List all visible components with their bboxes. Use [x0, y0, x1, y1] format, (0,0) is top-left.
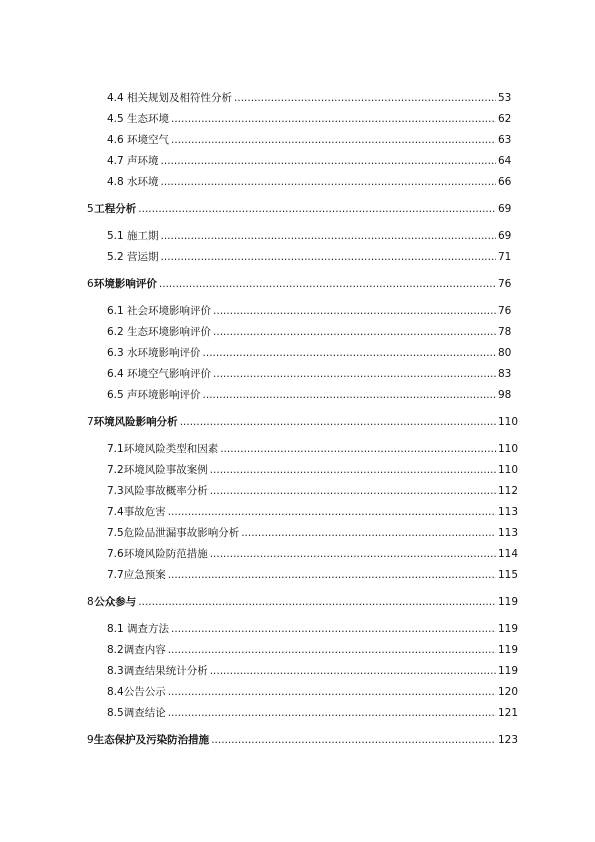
toc-page-number: 53	[498, 92, 512, 104]
toc-entry[interactable]	[107, 133, 510, 147]
toc-page-number: 69	[498, 203, 512, 215]
toc-leader-dots	[161, 154, 496, 168]
toc-page-number: 119	[498, 644, 519, 656]
toc-leader-dots	[161, 250, 496, 264]
toc-entry-title: 8.4公告公示	[107, 686, 166, 698]
toc-entry[interactable]	[107, 91, 510, 105]
toc-entry-title: 7.2环境风险事故案例	[107, 464, 208, 476]
toc-entry[interactable]	[107, 547, 519, 561]
toc-page-number: 80	[498, 347, 512, 359]
toc-entry-title: 4.7 声环境	[107, 155, 159, 167]
toc-entry-title: 6.1 社会环境影响评价	[107, 305, 212, 317]
toc-page-number: 119	[498, 596, 519, 608]
toc-page-number: 76	[498, 305, 512, 317]
toc-chapter-entry[interactable]	[87, 595, 519, 609]
toc-entry-title: 6.3 水环境影响评价	[107, 347, 201, 359]
toc-entry[interactable]	[107, 442, 519, 456]
toc-chapter-title: 环境风险影响分析	[93, 416, 178, 428]
toc-leader-dots	[161, 175, 496, 189]
toc-page-number: 123	[498, 734, 519, 746]
toc-page-number: 119	[498, 623, 519, 635]
toc-page-number: 110	[498, 464, 519, 476]
toc-entry[interactable]	[107, 526, 519, 540]
toc-page-number: 113	[498, 506, 519, 518]
toc-leader-dots	[203, 388, 496, 402]
toc-entry-title: 5.2 营运期	[107, 251, 159, 263]
toc-leader-dots	[210, 484, 496, 498]
toc-page-number: 110	[498, 443, 519, 455]
toc-page-number: 69	[498, 230, 512, 242]
toc-page-number: 83	[498, 368, 512, 380]
toc-leader-dots	[168, 685, 496, 699]
toc-leader-dots	[211, 733, 496, 747]
toc-leader-dots	[213, 304, 496, 318]
toc-entry-title: 7.1环境风险类型和因素	[107, 443, 219, 455]
toc-leader-dots	[138, 202, 496, 216]
toc-page-number: 120	[498, 686, 519, 698]
toc-entry-title: 6.4 环境空气影响评价	[107, 368, 212, 380]
toc-chapter-number: 6	[87, 278, 94, 290]
toc-entry-title: 6.2 生态环境影响评价	[107, 326, 212, 338]
toc-leader-dots	[138, 595, 496, 609]
toc-entry[interactable]	[107, 706, 519, 720]
toc-entry[interactable]	[107, 463, 519, 477]
toc-page-number: 63	[498, 134, 512, 146]
toc-entry-title: 8.2调查内容	[107, 644, 166, 656]
toc-leader-dots	[213, 367, 496, 381]
toc-leader-dots	[180, 415, 496, 429]
toc-entry-title: 7.4事故危害	[107, 506, 166, 518]
toc-chapter-title: 生态保护及污染防治措施	[93, 734, 210, 746]
toc-chapter-title: 环境影响评价	[93, 278, 157, 290]
toc-page-number: 115	[498, 569, 519, 581]
toc-entry-title: 8.5调查结论	[107, 707, 166, 719]
toc-entry-title: 6.5 声环境影响评价	[107, 389, 201, 401]
toc-entry[interactable]	[107, 154, 510, 168]
toc-chapter-number: 7	[87, 416, 94, 428]
toc-leader-dots	[171, 112, 496, 126]
toc-entry-title: 5.1 施工期	[107, 230, 159, 242]
toc-entry[interactable]	[107, 250, 510, 264]
toc-chapter-number: 9	[87, 734, 94, 746]
toc-leader-dots	[171, 133, 496, 147]
toc-entry[interactable]	[107, 622, 519, 636]
toc-entry-title: 8.3调查结果统计分析	[107, 665, 208, 677]
toc-chapter-title: 公众参与	[94, 596, 137, 608]
toc-page-number: 114	[498, 548, 519, 560]
toc-entry-title: 4.4 相关规划及相符性分析	[107, 92, 233, 104]
toc-chapter-number: 5	[87, 203, 94, 215]
toc-leader-dots	[210, 664, 496, 678]
toc-entry[interactable]	[107, 388, 510, 402]
toc-entry[interactable]	[107, 685, 519, 699]
toc-leader-dots	[159, 277, 496, 291]
toc-leader-dots	[210, 463, 496, 477]
toc-page-number: 110	[498, 416, 519, 428]
toc-entry[interactable]	[107, 325, 510, 339]
toc-entry[interactable]	[107, 112, 510, 126]
toc-leader-dots	[234, 91, 496, 105]
toc-entry-title: 7.6环境风险防范措施	[107, 548, 208, 560]
toc-page-number: 112	[498, 485, 519, 497]
toc-entry-title: 4.8 水环境	[107, 176, 159, 188]
toc-page-number: 64	[498, 155, 512, 167]
toc-leader-dots	[220, 442, 496, 456]
toc-entry-title: 7.5危险品泄漏事故影响分析	[107, 527, 240, 539]
toc-leader-dots	[161, 229, 496, 243]
toc-chapter-entry[interactable]	[87, 733, 519, 747]
toc-entry[interactable]	[107, 568, 519, 582]
toc-entry[interactable]	[107, 664, 519, 678]
toc-entry[interactable]	[107, 346, 510, 360]
toc-leader-dots	[241, 526, 496, 540]
toc-page-number: 76	[498, 278, 512, 290]
toc-chapter-number: 8	[87, 596, 94, 608]
toc-entry[interactable]	[107, 484, 519, 498]
toc-chapter-title: 工程分析	[94, 203, 137, 215]
toc-page-number: 71	[498, 251, 512, 263]
toc-leader-dots	[203, 346, 496, 360]
toc-entry[interactable]	[107, 175, 510, 189]
toc-page-number: 78	[498, 326, 512, 338]
toc-page-number: 66	[498, 176, 512, 188]
toc-entry-title: 4.5 生态环境	[107, 113, 170, 125]
toc-page-number: 98	[498, 389, 512, 401]
toc-entry-title: 7.3风险事故概率分析	[107, 485, 208, 497]
toc-leader-dots	[168, 568, 496, 582]
toc-leader-dots	[213, 325, 496, 339]
toc-entry[interactable]	[107, 367, 510, 381]
toc-chapter-entry[interactable]	[87, 202, 510, 216]
toc-page-number: 113	[498, 527, 519, 539]
toc-entry[interactable]	[107, 505, 519, 519]
toc-entry-title: 7.7应急预案	[107, 569, 166, 581]
toc-leader-dots	[171, 622, 496, 636]
toc-leader-dots	[210, 547, 496, 561]
toc-entry[interactable]	[107, 304, 510, 318]
toc-leader-dots	[168, 505, 496, 519]
toc-entry[interactable]	[107, 643, 519, 657]
toc-chapter-entry[interactable]	[87, 277, 510, 291]
toc-entry[interactable]	[107, 229, 510, 243]
toc-page-number: 121	[498, 707, 519, 719]
toc-page-number: 119	[498, 665, 519, 677]
toc-page-number: 62	[498, 113, 512, 125]
toc-leader-dots	[168, 706, 496, 720]
toc-chapter-entry[interactable]	[87, 415, 519, 429]
toc-entry-title: 4.6 环境空气	[107, 134, 170, 146]
toc-entry-title: 8.1 调查方法	[107, 623, 170, 635]
toc-leader-dots	[168, 643, 496, 657]
